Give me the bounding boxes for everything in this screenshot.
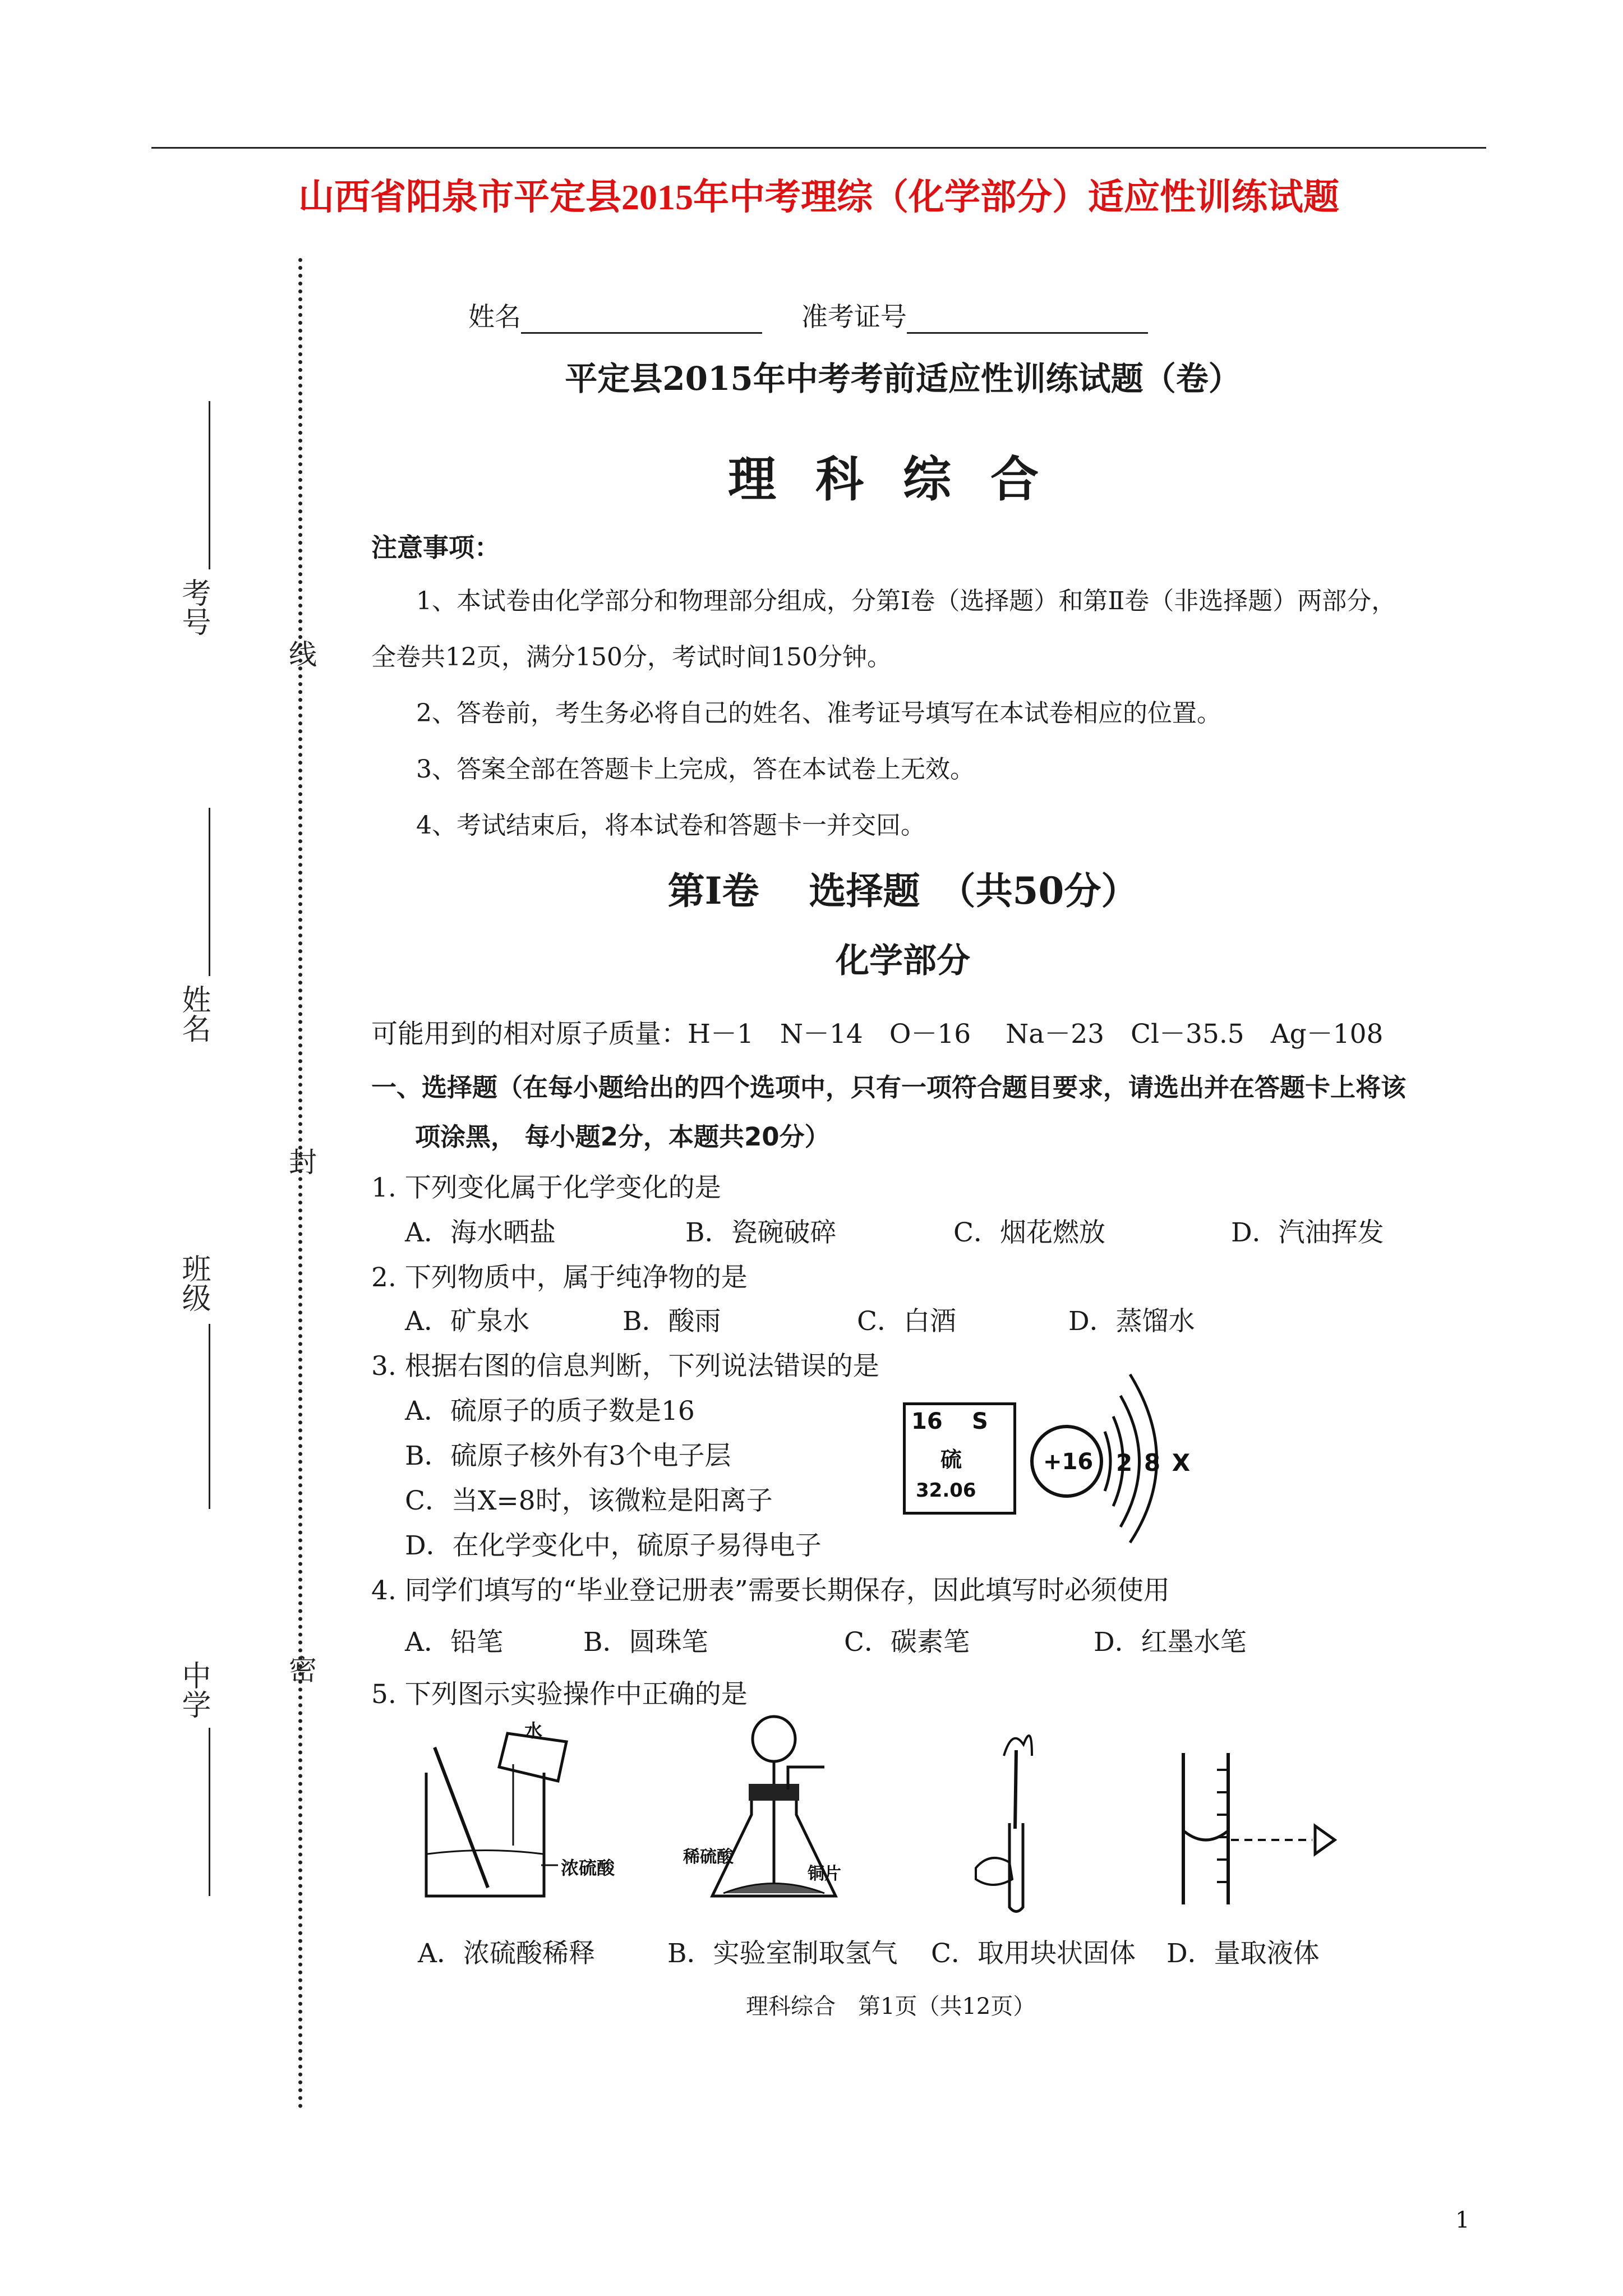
option-d: D．量取液体	[1166, 1938, 1320, 1969]
option-a: A．浓硫酸稀释	[418, 1938, 595, 1969]
option-a: A．矿泉水	[405, 1306, 529, 1337]
option-d: D．汽油挥发	[1231, 1217, 1384, 1248]
option-c: C．烟花燃放	[953, 1217, 1105, 1248]
top-rule	[151, 147, 1486, 149]
element-card	[903, 1402, 1016, 1515]
electron-shells: 2 8 X	[1116, 1449, 1191, 1476]
binding-char-feng: 封	[284, 1147, 317, 1175]
option-d: D．在化学变化中，硫原子易得电子	[405, 1530, 822, 1561]
name-id-row	[468, 296, 1148, 334]
exam-title: 平定县2015年中考考前适应性训练试题（卷）	[565, 360, 1241, 398]
zhongxue-underline	[209, 1728, 210, 1896]
option-c: C．碳素笔	[844, 1627, 970, 1658]
question-stem: 2. 下列物质中，属于纯净物的是	[371, 1262, 748, 1293]
element-symbol: S	[972, 1409, 988, 1434]
option-b: B．圆珠笔	[583, 1627, 708, 1658]
element-mass: 32.06	[916, 1479, 976, 1502]
figure-measure-liquid	[1172, 1747, 1352, 1916]
binding-dotted-line	[298, 258, 302, 2109]
notice-item: 全卷共12页，满分150分，考试时间150分钟。	[371, 643, 892, 671]
question-stem: 5. 下列图示实验操作中正确的是	[371, 1679, 748, 1710]
part-one-instruction: 一、选择题（在每小题给出的四个选项中，只有一项符合题目要求，请选出并在答题卡上将该	[371, 1073, 1407, 1102]
figure-acid-dilution	[415, 1717, 651, 1907]
notice-item: 1、本试卷由化学部分和物理部分组成，分第Ⅰ卷（选择题）和第Ⅱ卷（非选择题）两部分，	[416, 587, 1396, 615]
binding-char-mi: 密	[284, 1655, 317, 1683]
subject-title: 理科综合	[728, 451, 1078, 508]
chemistry-title: 化学部分	[836, 941, 970, 981]
question-stem: 3. 根据右图的信息判断，下列说法错误的是	[371, 1351, 879, 1382]
question-stem: 4. 同学们填写的“毕业登记册表”需要长期保存，因此填写时必须使用	[371, 1575, 1170, 1606]
option-c: C．白酒	[857, 1306, 956, 1337]
option-b: B．酸雨	[623, 1306, 721, 1337]
label-concentrated-acid: 浓硫酸	[561, 1857, 615, 1879]
figure-hydrogen-prep	[690, 1711, 858, 1924]
notice-item: 2、答卷前，考生务必将自己的姓名、准考证号填写在本试卷相应的位置。	[416, 699, 1221, 728]
part-one-instruction: 项涂黑， 每小题2分，本题共20分）	[415, 1122, 830, 1152]
binding-field-kaohao: 考号	[177, 578, 210, 636]
option-a: A．硫原子的质子数是16	[405, 1396, 695, 1427]
kaohao-underline	[209, 401, 210, 569]
binding-char-xian: 线	[284, 639, 317, 668]
label-copper: 铜片	[808, 1864, 841, 1884]
exam-id-blank	[907, 307, 1148, 334]
xingming-underline	[209, 808, 210, 976]
label-water: 水	[524, 1720, 543, 1741]
binding-field-zhongxue: 中学	[177, 1660, 210, 1719]
page-number: 1	[1455, 2207, 1470, 2233]
notice-item: 3、答案全部在答题卡上完成，答在本试卷上无效。	[416, 755, 975, 784]
banji-underline	[209, 1324, 210, 1509]
element-number: 16	[911, 1409, 943, 1434]
option-a: A．铅笔	[405, 1627, 503, 1658]
option-d: D．蒸馏水	[1068, 1306, 1195, 1337]
document-title: 山西省阳泉市平定县2015年中考理综（化学部分）适应性训练试题	[298, 177, 1339, 217]
option-c: C．取用块状固体	[931, 1938, 1136, 1969]
name-label: 姓名	[468, 302, 521, 333]
notice-heading: 注意事项：	[371, 532, 500, 563]
label-dilute-acid: 稀硫酸	[683, 1847, 734, 1867]
option-b: B．实验室制取氢气	[667, 1938, 898, 1969]
atomic-mass-line: 可能用到的相对原子质量：H－1 N－14 O－16 Na－23 Cl－35.5 Ag－108	[371, 1019, 1384, 1050]
option-b: B．瓷碗破碎	[685, 1217, 837, 1248]
option-b: B．硫原子核外有3个电子层	[405, 1441, 731, 1471]
binding-field-xingming: 姓名	[177, 984, 210, 1043]
option-a: A．海水晒盐	[405, 1217, 556, 1248]
nucleus-charge: +16	[1043, 1449, 1094, 1475]
section-title: 第Ⅰ卷 选择题 （共50分）	[667, 869, 1138, 913]
option-d: D．红墨水笔	[1094, 1627, 1247, 1658]
element-name: 硫	[940, 1447, 962, 1472]
question-stem: 1. 下列变化属于化学变化的是	[371, 1172, 721, 1203]
binding-field-banji: 班级	[177, 1254, 210, 1312]
option-c: C．当X=8时，该微粒是阳离子	[405, 1485, 773, 1516]
figure-block-solid	[959, 1711, 1071, 1918]
name-blank	[521, 307, 762, 334]
shell-arc	[1105, 1432, 1110, 1491]
notice-item: 4、考试结束后，将本试卷和答题卡一并交回。	[416, 811, 925, 840]
page-footer: 理科综合 第1页（共12页）	[746, 1994, 1036, 2019]
exam-id-label: 准考证号	[801, 302, 907, 333]
